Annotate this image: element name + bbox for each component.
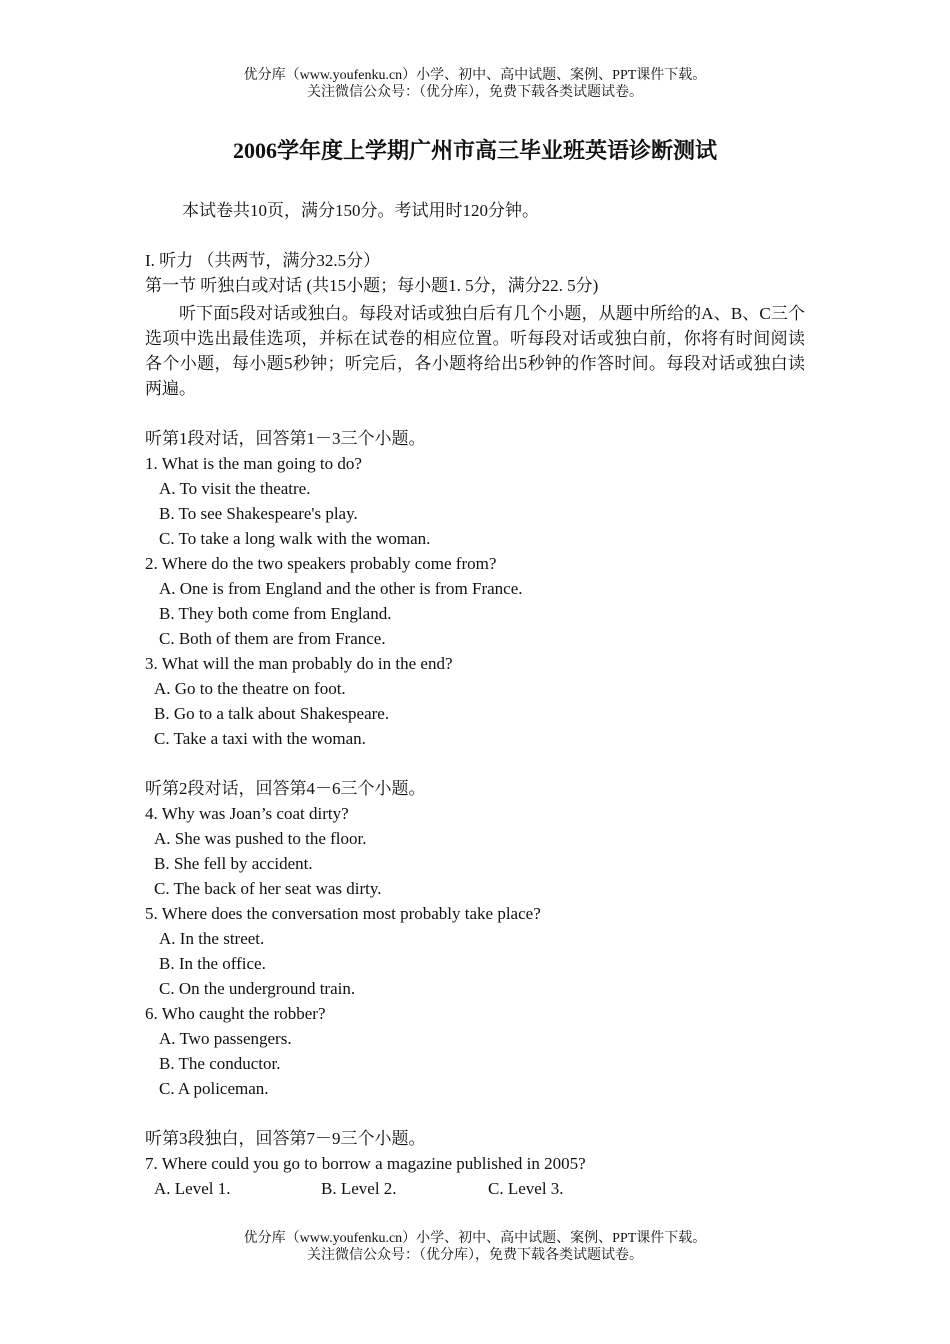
q2-option-c: C. Both of them are from France. xyxy=(159,629,386,648)
document-body xyxy=(145,198,805,1201)
question-7: 7. Where could you go to borrow a magazine published in 2005? xyxy=(145,1154,586,1173)
section1-heading: 第一节 听独白或对话 (共15小题；每小题1. 5分，满分22. 5分) xyxy=(145,276,599,295)
q3-option-b: B. Go to a talk about Shakespeare. xyxy=(154,704,390,723)
page-footer xyxy=(0,1230,950,1264)
footer-line-2: 关注微信公众号：（优分库），免费下载各类试题试卷。 xyxy=(307,1248,643,1263)
q6-option-c: C. A policeman. xyxy=(159,1079,269,1098)
q3-option-a: A. Go to the theatre on foot. xyxy=(154,679,346,698)
question-2: 2. Where do the two speakers probably come from? xyxy=(145,554,497,573)
q7-option-b: B. Level 2. xyxy=(321,1179,397,1198)
q3-option-c: C. Take a taxi with the woman. xyxy=(154,729,366,748)
header-line-2: 关注微信公众号：（优分库），免费下载各类试题试卷。 xyxy=(307,85,643,100)
q7-option-a: A. Level 1. xyxy=(154,1179,231,1198)
q5-option-c: C. On the underground train. xyxy=(159,979,356,998)
question-6: 6. Who caught the robber? xyxy=(145,1004,326,1023)
q4-option-c: C. The back of her seat was dirty. xyxy=(154,879,382,898)
page-header-top xyxy=(0,67,950,101)
group3-label: 听第3段独白，回答第7－9三个小题。 xyxy=(145,1129,426,1148)
q6-option-b: B. The conductor. xyxy=(159,1054,281,1073)
q4-option-b: B. She fell by accident. xyxy=(154,854,313,873)
question-4: 4. Why was Joan’s coat dirty? xyxy=(145,804,349,823)
q6-option-a: A. Two passengers. xyxy=(159,1029,292,1048)
part1-heading: I. 听力 （共两节，满分32.5分） xyxy=(145,251,381,270)
question-1: 1. What is the man going to do? xyxy=(145,454,362,473)
q1-option-a: A. To visit the theatre. xyxy=(159,479,311,498)
header-line-1: 优分库（www.youfenku.cn）小学、初中、高中试题、案例、PPT课件下载。 xyxy=(243,68,707,83)
q4-option-a: A. She was pushed to the floor. xyxy=(154,829,367,848)
document-title: 2006学年度上学期广州市高三毕业班英语诊断测试 xyxy=(232,138,717,163)
q1-option-b: B. To see Shakespeare's play. xyxy=(159,504,358,523)
q2-option-b: B. They both come from England. xyxy=(159,604,392,623)
group1-label: 听第1段对话，回答第1－3三个小题。 xyxy=(145,429,426,448)
q7-options xyxy=(145,1176,805,1201)
q2-option-a: A. One is from England and the other is from France. xyxy=(159,579,523,598)
q5-option-a: A. In the street. xyxy=(159,929,265,948)
q7-option-c: C. Level 3. xyxy=(488,1179,564,1198)
question-5: 5. Where does the conversation most probably take place? xyxy=(145,904,541,923)
q1-option-c: C. To take a long walk with the woman. xyxy=(159,529,431,548)
exam-intro: 本试卷共10页，满分150分。考试用时120分钟。 xyxy=(182,201,539,220)
q5-option-b: B. In the office. xyxy=(159,954,266,973)
footer-line-1: 优分库（www.youfenku.cn）小学、初中、高中试题、案例、PPT课件下载。 xyxy=(243,1231,707,1246)
question-3: 3. What will the man probably do in the end? xyxy=(145,654,453,673)
group2-label: 听第2段对话，回答第4－6三个小题。 xyxy=(145,779,426,798)
listening-instructions: 听下面5段对话或独白。每段对话或独白后有几个小题，从题中所给的A、B、C三个选项中选出最佳选项，并标在试卷的相应位置。听每段对话或独白前，你将有时间阅读各个小题，每小题5秒钟；听完后，各小题将给出5秒钟的作答时间。每段对话或独白读两遍。 xyxy=(145,304,805,398)
